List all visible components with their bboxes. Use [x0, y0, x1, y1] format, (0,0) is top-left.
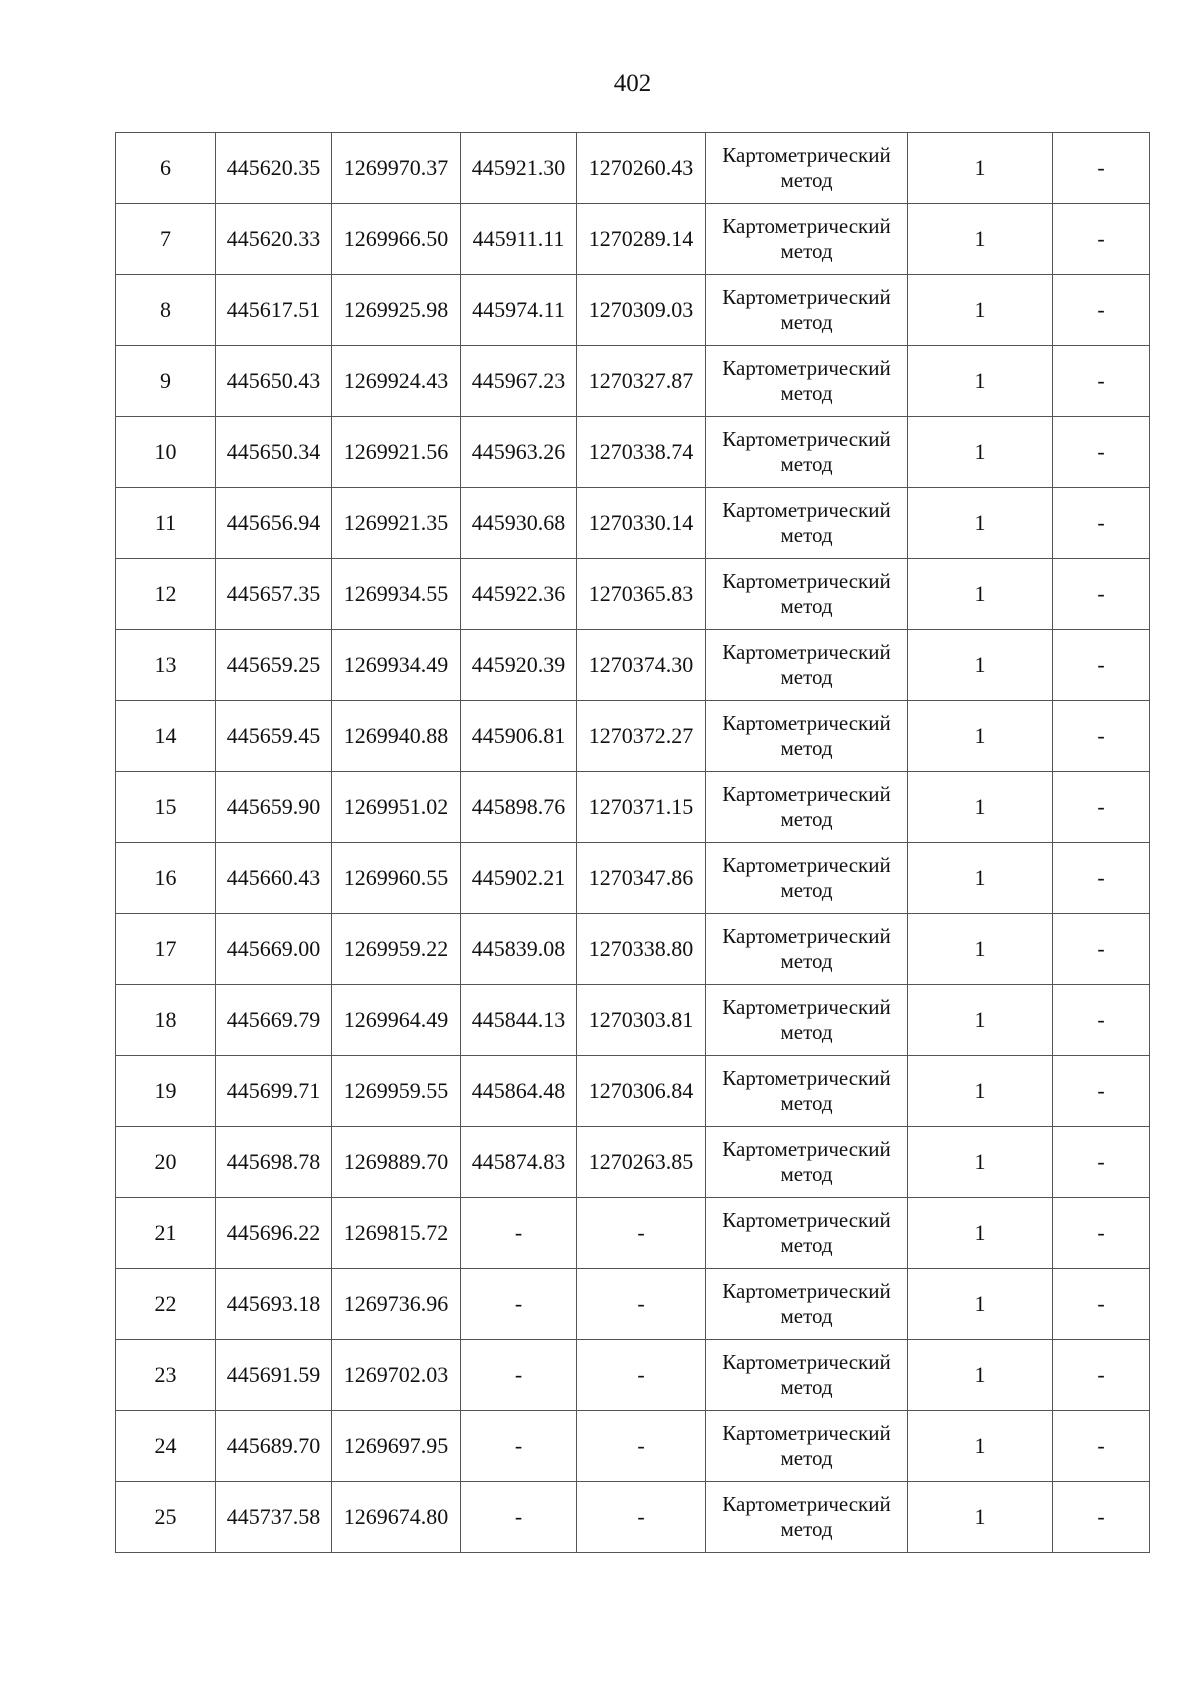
accuracy-cell: 1 [908, 1269, 1053, 1340]
method-cell [706, 488, 908, 559]
method-label: Картометрический [722, 427, 891, 451]
method-cell [706, 133, 908, 204]
point-number-cell: 18 [116, 985, 216, 1056]
point-number-cell: 8 [116, 275, 216, 346]
y-new-cell: - [577, 1411, 706, 1482]
accuracy-cell: 1 [908, 772, 1053, 843]
method-cell [706, 417, 908, 488]
y-new-cell: 1270374.30 [577, 630, 706, 701]
point-number-cell: 13 [116, 630, 216, 701]
method-label: Картометрический [722, 1279, 891, 1303]
page-number: 402 [613, 70, 652, 97]
method-label: Картометрический [722, 782, 891, 806]
point-number-cell: 20 [116, 1127, 216, 1198]
method-label: Картометрический [722, 285, 891, 309]
note-cell: - [1053, 204, 1150, 275]
x-new-cell: - [461, 1198, 577, 1269]
method-label-suffix: метод [780, 452, 833, 476]
table-row [116, 1127, 1150, 1198]
x-existing-cell: 445657.35 [216, 559, 332, 630]
y-existing-cell: 1269815.72 [332, 1198, 461, 1269]
method-label: Картометрический [722, 498, 891, 522]
y-new-cell: - [577, 1269, 706, 1340]
accuracy-cell: 1 [908, 1198, 1053, 1269]
method-label: Картометрический [722, 640, 891, 664]
method-label-suffix: метод [780, 1020, 833, 1044]
table-row [116, 1269, 1150, 1340]
y-new-cell: - [577, 1340, 706, 1411]
x-existing-cell: 445689.70 [216, 1411, 332, 1482]
y-new-cell: 1270347.86 [577, 843, 706, 914]
note-cell: - [1053, 559, 1150, 630]
y-new-cell: 1270303.81 [577, 985, 706, 1056]
method-cell [706, 843, 908, 914]
accuracy-cell: 1 [908, 346, 1053, 417]
y-existing-cell: 1269966.50 [332, 204, 461, 275]
method-label-suffix: метод [780, 665, 833, 689]
x-existing-cell: 445669.00 [216, 914, 332, 985]
method-cell [706, 1269, 908, 1340]
table-row [116, 1411, 1150, 1482]
y-existing-cell: 1269934.55 [332, 559, 461, 630]
note-cell: - [1053, 275, 1150, 346]
y-existing-cell: 1269951.02 [332, 772, 461, 843]
table-row [116, 772, 1150, 843]
method-label: Картометрический [722, 1350, 891, 1374]
y-existing-cell: 1269940.88 [332, 701, 461, 772]
method-label-suffix: метод [780, 1517, 833, 1541]
x-existing-cell: 445693.18 [216, 1269, 332, 1340]
note-cell: - [1053, 843, 1150, 914]
note-cell: - [1053, 1482, 1150, 1553]
method-label: Картометрический [722, 356, 891, 380]
accuracy-cell: 1 [908, 1340, 1053, 1411]
point-number-cell: 10 [116, 417, 216, 488]
table-row [116, 843, 1150, 914]
table-row [116, 914, 1150, 985]
accuracy-cell: 1 [908, 275, 1053, 346]
accuracy-cell: 1 [908, 843, 1053, 914]
method-label-suffix: метод [780, 1091, 833, 1115]
table-row [116, 701, 1150, 772]
point-number-cell: 25 [116, 1482, 216, 1553]
method-label-suffix: метод [780, 949, 833, 973]
note-cell: - [1053, 772, 1150, 843]
x-existing-cell: 445691.59 [216, 1340, 332, 1411]
method-label-suffix: метод [780, 239, 833, 263]
x-existing-cell: 445620.35 [216, 133, 332, 204]
method-label-suffix: метод [780, 1375, 833, 1399]
accuracy-cell: 1 [908, 488, 1053, 559]
y-new-cell: 1270338.74 [577, 417, 706, 488]
point-number-cell: 17 [116, 914, 216, 985]
x-existing-cell: 445617.51 [216, 275, 332, 346]
note-cell: - [1053, 1127, 1150, 1198]
y-new-cell: 1270260.43 [577, 133, 706, 204]
y-existing-cell: 1269925.98 [332, 275, 461, 346]
y-existing-cell: 1269959.22 [332, 914, 461, 985]
x-existing-cell: 445650.43 [216, 346, 332, 417]
x-new-cell: 445930.68 [461, 488, 577, 559]
table-row [116, 488, 1150, 559]
x-existing-cell: 445650.34 [216, 417, 332, 488]
y-new-cell: 1270338.80 [577, 914, 706, 985]
accuracy-cell: 1 [908, 1482, 1053, 1553]
y-existing-cell: 1269697.95 [332, 1411, 461, 1482]
table-row [116, 346, 1150, 417]
x-existing-cell: 445656.94 [216, 488, 332, 559]
method-cell [706, 1340, 908, 1411]
x-existing-cell: 445737.58 [216, 1482, 332, 1553]
table-row [116, 1340, 1150, 1411]
x-new-cell: 445844.13 [461, 985, 577, 1056]
point-number-cell: 24 [116, 1411, 216, 1482]
point-number-cell: 6 [116, 133, 216, 204]
y-existing-cell: 1269921.56 [332, 417, 461, 488]
x-new-cell: 445839.08 [461, 914, 577, 985]
method-cell [706, 701, 908, 772]
accuracy-cell: 1 [908, 133, 1053, 204]
x-existing-cell: 445659.25 [216, 630, 332, 701]
x-existing-cell: 445699.71 [216, 1056, 332, 1127]
x-new-cell: - [461, 1482, 577, 1553]
table-row [116, 275, 1150, 346]
x-new-cell: - [461, 1340, 577, 1411]
table-row [116, 985, 1150, 1056]
method-cell [706, 1198, 908, 1269]
accuracy-cell: 1 [908, 559, 1053, 630]
note-cell: - [1053, 1340, 1150, 1411]
y-new-cell: 1270306.84 [577, 1056, 706, 1127]
y-new-cell: 1270372.27 [577, 701, 706, 772]
x-existing-cell: 445659.45 [216, 701, 332, 772]
x-new-cell: 445922.36 [461, 559, 577, 630]
x-new-cell: 445898.76 [461, 772, 577, 843]
y-existing-cell: 1269736.96 [332, 1269, 461, 1340]
point-number-cell: 21 [116, 1198, 216, 1269]
note-cell: - [1053, 1411, 1150, 1482]
note-cell: - [1053, 701, 1150, 772]
point-number-cell: 19 [116, 1056, 216, 1127]
method-label-suffix: метод [780, 523, 833, 547]
accuracy-cell: 1 [908, 701, 1053, 772]
method-label: Картометрический [722, 569, 891, 593]
method-label-suffix: метод [780, 1304, 833, 1328]
x-new-cell: 445921.30 [461, 133, 577, 204]
point-number-cell: 23 [116, 1340, 216, 1411]
note-cell: - [1053, 133, 1150, 204]
y-new-cell: 1270289.14 [577, 204, 706, 275]
y-existing-cell: 1269960.55 [332, 843, 461, 914]
accuracy-cell: 1 [908, 1411, 1053, 1482]
y-new-cell: 1270330.14 [577, 488, 706, 559]
method-label-suffix: метод [780, 878, 833, 902]
point-number-cell: 7 [116, 204, 216, 275]
x-new-cell: - [461, 1269, 577, 1340]
method-label-suffix: метод [780, 168, 833, 192]
point-number-cell: 11 [116, 488, 216, 559]
method-cell [706, 1127, 908, 1198]
y-new-cell: 1270365.83 [577, 559, 706, 630]
method-cell [706, 559, 908, 630]
table-row [116, 1482, 1150, 1553]
x-existing-cell: 445698.78 [216, 1127, 332, 1198]
method-label-suffix: метод [780, 1233, 833, 1257]
note-cell: - [1053, 488, 1150, 559]
y-new-cell: - [577, 1198, 706, 1269]
x-new-cell: 445920.39 [461, 630, 577, 701]
table-row [116, 559, 1150, 630]
point-number-cell: 22 [116, 1269, 216, 1340]
y-existing-cell: 1269674.80 [332, 1482, 461, 1553]
x-new-cell: 445974.11 [461, 275, 577, 346]
note-cell: - [1053, 914, 1150, 985]
method-label: Картометрический [722, 995, 891, 1019]
x-new-cell: 445906.81 [461, 701, 577, 772]
method-label-suffix: метод [780, 1162, 833, 1186]
y-existing-cell: 1269702.03 [332, 1340, 461, 1411]
x-existing-cell: 445696.22 [216, 1198, 332, 1269]
method-label-suffix: метод [780, 807, 833, 831]
y-new-cell: 1270309.03 [577, 275, 706, 346]
table-row [116, 1198, 1150, 1269]
x-new-cell: 445967.23 [461, 346, 577, 417]
accuracy-cell: 1 [908, 1127, 1053, 1198]
x-existing-cell: 445660.43 [216, 843, 332, 914]
x-new-cell: - [461, 1411, 577, 1482]
x-new-cell: 445911.11 [461, 204, 577, 275]
method-cell [706, 1482, 908, 1553]
table-row [116, 1056, 1150, 1127]
x-new-cell: 445963.26 [461, 417, 577, 488]
method-label-suffix: метод [780, 381, 833, 405]
y-new-cell: 1270263.85 [577, 1127, 706, 1198]
point-number-cell: 16 [116, 843, 216, 914]
y-existing-cell: 1269924.43 [332, 346, 461, 417]
table-row [116, 417, 1150, 488]
y-existing-cell: 1269970.37 [332, 133, 461, 204]
y-existing-cell: 1269964.49 [332, 985, 461, 1056]
method-label-suffix: метод [780, 594, 833, 618]
x-existing-cell: 445659.90 [216, 772, 332, 843]
method-cell [706, 1056, 908, 1127]
x-new-cell: 445864.48 [461, 1056, 577, 1127]
method-label: Картометрический [722, 143, 891, 167]
table-row [116, 204, 1150, 275]
x-existing-cell: 445669.79 [216, 985, 332, 1056]
method-label: Картометрический [722, 924, 891, 948]
method-label: Картометрический [722, 1208, 891, 1232]
note-cell: - [1053, 417, 1150, 488]
note-cell: - [1053, 985, 1150, 1056]
point-number-cell: 15 [116, 772, 216, 843]
table-row [116, 133, 1150, 204]
note-cell: - [1053, 1056, 1150, 1127]
method-label: Картометрический [722, 711, 891, 735]
method-label-suffix: метод [780, 736, 833, 760]
point-number-cell: 9 [116, 346, 216, 417]
note-cell: - [1053, 1198, 1150, 1269]
y-new-cell: 1270371.15 [577, 772, 706, 843]
accuracy-cell: 1 [908, 417, 1053, 488]
method-cell [706, 346, 908, 417]
method-cell [706, 1411, 908, 1482]
x-existing-cell: 445620.33 [216, 204, 332, 275]
method-cell [706, 275, 908, 346]
point-number-cell: 14 [116, 701, 216, 772]
method-cell [706, 914, 908, 985]
accuracy-cell: 1 [908, 1056, 1053, 1127]
y-new-cell: 1270327.87 [577, 346, 706, 417]
method-label: Картометрический [722, 1137, 891, 1161]
coordinates-table [115, 132, 1150, 1553]
method-cell [706, 772, 908, 843]
method-cell [706, 630, 908, 701]
accuracy-cell: 1 [908, 630, 1053, 701]
method-label: Картометрический [722, 1421, 891, 1445]
y-new-cell: - [577, 1482, 706, 1553]
x-new-cell: 445902.21 [461, 843, 577, 914]
point-number-cell: 12 [116, 559, 216, 630]
method-label-suffix: метод [780, 1446, 833, 1470]
method-label: Картометрический [722, 853, 891, 877]
method-label: Картометрический [722, 1066, 891, 1090]
y-existing-cell: 1269921.35 [332, 488, 461, 559]
method-label: Картометрический [722, 1492, 891, 1516]
note-cell: - [1053, 346, 1150, 417]
method-label: Картометрический [722, 214, 891, 238]
accuracy-cell: 1 [908, 914, 1053, 985]
accuracy-cell: 1 [908, 204, 1053, 275]
y-existing-cell: 1269934.49 [332, 630, 461, 701]
note-cell: - [1053, 630, 1150, 701]
accuracy-cell: 1 [908, 985, 1053, 1056]
y-existing-cell: 1269889.70 [332, 1127, 461, 1198]
method-cell [706, 204, 908, 275]
note-cell: - [1053, 1269, 1150, 1340]
x-new-cell: 445874.83 [461, 1127, 577, 1198]
method-cell [706, 985, 908, 1056]
y-existing-cell: 1269959.55 [332, 1056, 461, 1127]
method-label-suffix: метод [780, 310, 833, 334]
table-row [116, 630, 1150, 701]
